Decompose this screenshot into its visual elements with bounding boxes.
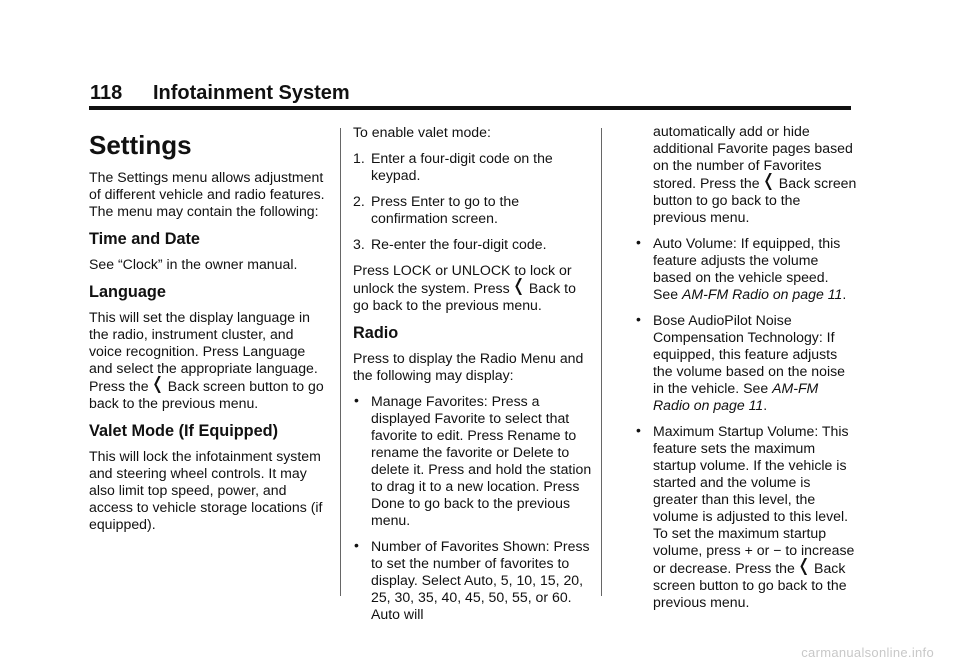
section-title: Infotainment System — [153, 82, 350, 104]
valet-text: This will lock the infotainment system and steering wheel controls. It may also limit top speed, power, and access to vehicle storage locations (if equipped). — [89, 448, 323, 532]
valet-heading: Valet Mode (If Equipped) — [89, 422, 279, 440]
page-number: 118 — [90, 82, 123, 104]
language-heading: Language — [89, 283, 166, 301]
back-chevron-icon: ❬ — [761, 171, 776, 190]
radio-heading: Radio — [353, 324, 399, 342]
list-item: 1. Enter a four-digit code on the keypad. — [353, 150, 553, 183]
list-item: • Maximum Startup Volume: This feature sets the maximum startup volume. If the vehicle is started and the volume is greater than this level, the volume is adjusted to this level. To set the maximum startup volume, press + or − to increase or decrease. Press the ❬ Back screen button to go back to the previous menu. — [636, 422, 855, 610]
column-right — [635, 124, 857, 620]
column-left — [89, 124, 329, 542]
settings-heading: Settings — [89, 130, 192, 160]
bullet-icon: • — [636, 422, 641, 438]
bullet-icon: • — [354, 392, 359, 408]
bullet-icon: • — [636, 311, 641, 327]
time-date-heading: Time and Date — [89, 230, 200, 248]
list-item: • Bose AudioPilot Noise Compensation Technology: If equipped, this feature adjusts the volume based on the noise in the vehicle. See AM-FM Radio on page 11. — [636, 311, 845, 413]
language-text: This will set the display language in the radio, instrument cluster, and voice recognition. Press Language and select the appropriate language. Press the ❬ Back screen button to go back to the previous menu. — [89, 309, 324, 411]
bullet-icon: • — [636, 234, 641, 250]
watermark: carmanualsonline.info — [801, 645, 934, 660]
back-chevron-icon: ❬ — [796, 556, 812, 575]
list-item: 2. Press Enter to go to the confirmation screen. — [353, 193, 520, 226]
list-item-continued: automatically add or hide additional Favorite pages based on the number of Favorites stored. Press the ❬ Back screen button to go back to the previous menu. — [653, 123, 857, 225]
column-divider — [340, 128, 341, 596]
list-item: • Number of Favorites Shown: Press to set the number of favorites to display. Select Auto, 5, 10, 15, 20, 25, 30, 35, 40, 45, 50, 55, or 60. Auto will — [354, 537, 590, 622]
page-header — [89, 80, 851, 110]
settings-intro: The Settings menu allows adjustment of different vehicle and radio features. The menu may contain the following: — [89, 169, 325, 219]
column-middle — [353, 124, 593, 632]
list-item: • Manage Favorites: Press a displayed Favorite to select that favorite to edit. Press Rename to rename the favorite or Delete to delete it. Press and hold the station to drag it to a new location. Press Done to go back to the previous menu. — [354, 392, 592, 528]
cross-reference: AM-FM Radio on page 11 — [682, 286, 843, 302]
cross-reference: AM-FM Radio on page 11 — [653, 380, 819, 413]
lock-unlock-text: Press LOCK or UNLOCK to lock or unlock the system. Press ❬ Back to go back to the previous menu. — [353, 262, 576, 313]
radio-intro: Press to display the Radio Menu and the following may display: — [353, 350, 584, 383]
column-divider — [601, 128, 602, 596]
back-chevron-icon: ❬ — [511, 276, 526, 295]
back-chevron-icon: ❬ — [150, 374, 165, 393]
time-date-text: See “Clock” in the owner manual. — [89, 256, 298, 272]
bullet-icon: • — [354, 537, 359, 553]
list-item: 3. Re-enter the four-digit code. — [353, 236, 547, 252]
list-item: • Auto Volume: If equipped, this feature adjusts the volume based on the vehicle speed. See AM-FM Radio on page 11. — [636, 234, 847, 302]
valet-enable-intro: To enable valet mode: — [353, 124, 491, 140]
